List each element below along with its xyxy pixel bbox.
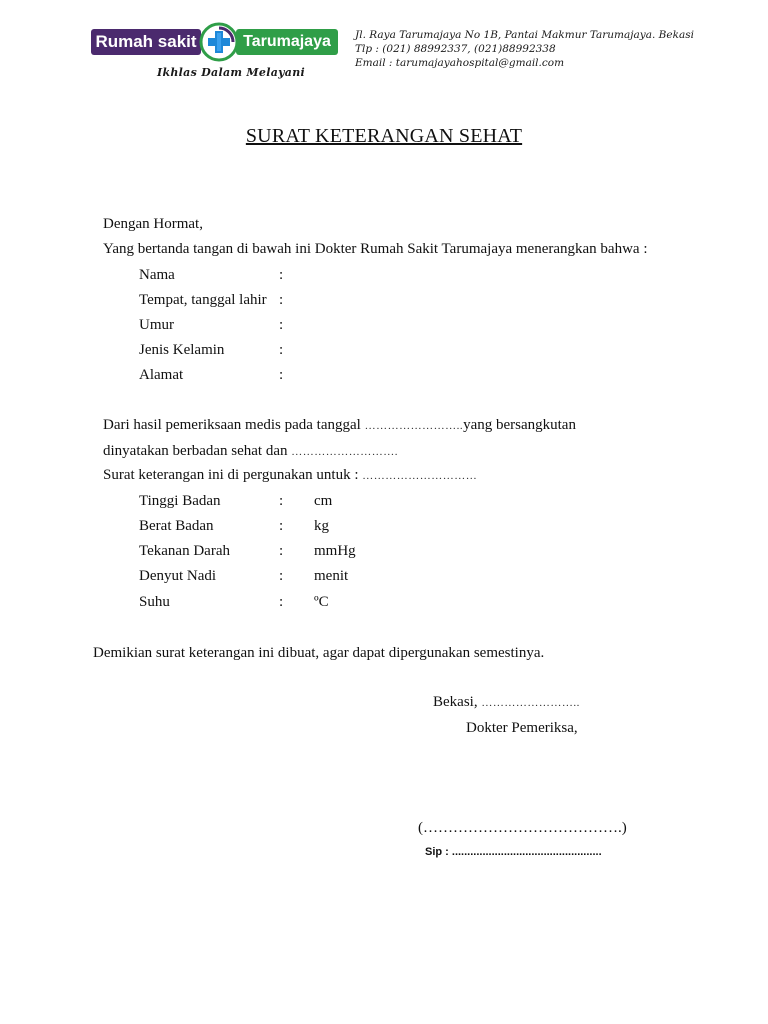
exam-line-3	[103, 467, 477, 484]
hospital-address: Jl. Raya Tarumajaya No 1B, Pantai Makmur Tarumajaya. Bekasi	[355, 29, 694, 41]
signature-role: Dokter Pemeriksa,	[466, 720, 578, 736]
field-label-jenis-kelamin: Jenis Kelamin	[139, 342, 225, 358]
field-colon: :	[279, 292, 284, 308]
signature-place: Bekasi,	[433, 694, 478, 710]
exam-date-suffix: yang bersangkutan	[463, 417, 576, 433]
field-colon: :	[279, 342, 284, 358]
field-colon: :	[279, 317, 284, 333]
field-label-ttl: Tempat, tanggal lahir	[139, 292, 267, 308]
vital-label-denyut-nadi: Denyut Nadi	[139, 568, 217, 584]
health-statement-blank: ……………………….	[291, 446, 399, 458]
signature-place-date	[433, 694, 580, 711]
intro-text: Yang bertanda tangan di bawah ini Dokter Rumah Sakit Tarumajaya menerangkan bahwa :	[103, 241, 648, 257]
hospital-email: Email : tarumajayahospital@gmail.com	[355, 57, 565, 69]
field-colon: :	[279, 568, 284, 584]
field-colon: :	[279, 594, 284, 610]
vital-unit: menit	[314, 568, 349, 584]
field-label-alamat: Alamat	[139, 367, 184, 383]
document-title: SURAT KETERANGAN SEHAT	[245, 125, 523, 147]
field-colon: :	[279, 367, 284, 383]
closing-statement: Demikian surat keterangan ini dibuat, agar dapat dipergunakan semestinya.	[93, 645, 545, 661]
sip-number: Sip : .................................................	[425, 846, 602, 858]
exam-line-2	[103, 443, 398, 460]
vital-unit: cm	[314, 493, 333, 509]
field-colon: :	[279, 518, 284, 534]
signature-date-blank: ……………………..	[481, 697, 580, 709]
medical-cross-icon	[198, 21, 240, 63]
field-label-nama: Nama	[139, 267, 175, 283]
field-label-umur: Umur	[139, 317, 174, 333]
field-colon: :	[279, 493, 284, 509]
hospital-phone: Tlp : (021) 88992337, (021)88992338	[355, 43, 556, 55]
exam-date-blank: ……………………..	[364, 420, 464, 432]
vital-unit: ºC	[314, 594, 329, 610]
greeting: Dengan Hormat,	[103, 216, 203, 232]
vital-label-berat: Berat Badan	[139, 518, 214, 534]
vital-label-tekanan-darah: Tekanan Darah	[139, 543, 230, 559]
vital-unit: mmHg	[314, 543, 356, 559]
exam-date-prefix: Dari hasil pemeriksaan medis pada tanggal	[103, 417, 361, 433]
field-colon: :	[279, 543, 284, 559]
vital-unit: kg	[314, 518, 329, 534]
purpose-label: Surat keterangan ini di pergunakan untuk :	[103, 467, 359, 483]
hospital-tagline: Ikhlas Dalam Melayani	[157, 66, 306, 79]
exam-line-1	[103, 417, 576, 434]
purpose-blank: …………………………	[362, 470, 478, 482]
signature-name-placeholder: (………………………………….)	[418, 820, 627, 836]
logo-tarumajaya: Tarumajaya	[236, 29, 338, 55]
field-colon: :	[279, 267, 284, 283]
vital-label-tinggi: Tinggi Badan	[139, 493, 221, 509]
logo-rumah-sakit: Rumah sakit	[91, 29, 201, 55]
vital-label-suhu: Suhu	[139, 594, 170, 610]
health-statement: dinyatakan berbadan sehat dan	[103, 443, 288, 459]
